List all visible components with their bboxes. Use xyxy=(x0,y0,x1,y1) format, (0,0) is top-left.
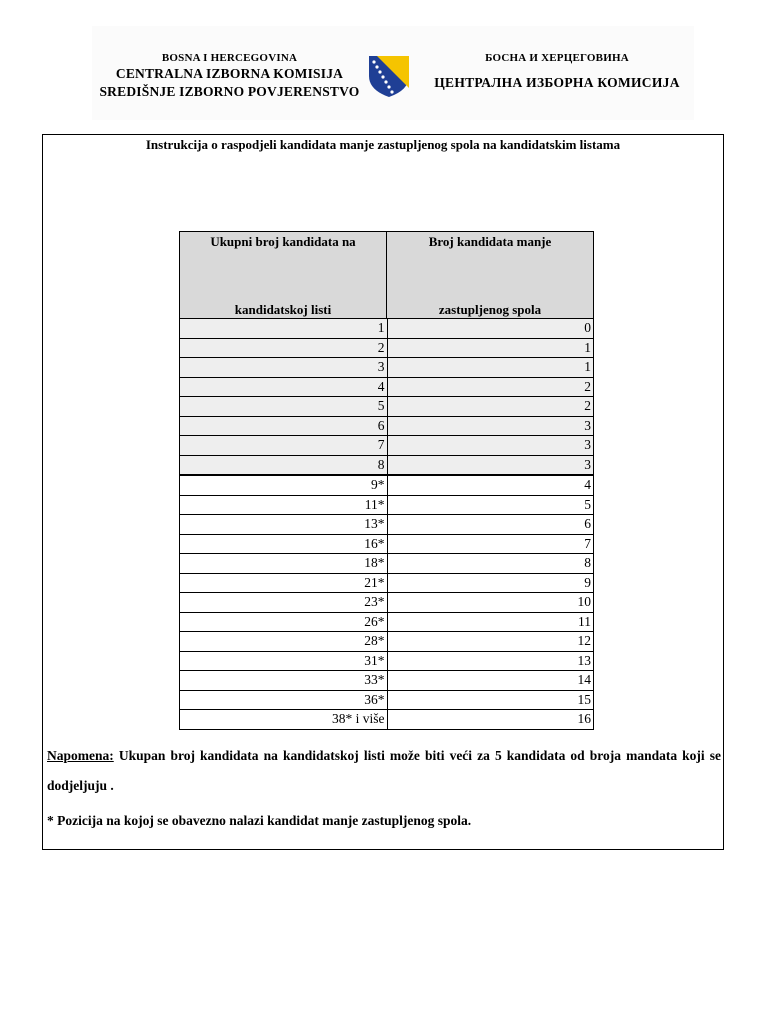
note-text: Ukupan broj kandidata na kandidatskoj listi može biti veći za 5 kandidata od broja mandata koji se dodjeljuju . xyxy=(47,748,721,793)
table-row xyxy=(180,474,593,495)
cell-minority: 15 xyxy=(387,691,594,710)
table-row xyxy=(180,670,593,690)
cell-total: 8 xyxy=(180,456,387,475)
cell-total: 13* xyxy=(364,516,385,531)
cell-total: 4 xyxy=(180,378,387,397)
cell-total: 36* xyxy=(364,691,385,707)
cell-minority: 11 xyxy=(387,613,594,632)
cell-minority: 16 xyxy=(387,710,594,729)
cell-minority: 2 xyxy=(387,397,594,416)
commission-name-croatian: SREDIŠNJE IZBORNO POVJERENSTVO xyxy=(99,84,360,99)
cell-minority: 7 xyxy=(387,535,594,554)
cell-total: 38* i više xyxy=(332,711,385,726)
document-title: Instrukcija o raspodjeli kandidata manje zastupljenog spola na kandidatskim listama xyxy=(145,137,621,152)
table-body xyxy=(180,319,593,729)
header-col1-line1: Ukupni broj kandidata na xyxy=(210,234,356,249)
letterhead-latin xyxy=(92,52,367,100)
cell-minority: 4 xyxy=(387,476,594,495)
cell-total: 5 xyxy=(180,397,387,416)
candidate-table xyxy=(179,231,594,730)
header-total-candidates xyxy=(180,232,386,318)
cell-total: 9* xyxy=(371,477,385,492)
cell-minority: 1 xyxy=(387,339,594,358)
note-paragraph xyxy=(47,741,721,801)
cell-total: 11* xyxy=(364,496,385,512)
cell-minority: 2 xyxy=(387,378,594,397)
footnote: * Pozicija na kojoj se obavezno nalazi kandidat manje zastupljenog spola. xyxy=(47,813,472,828)
table-row xyxy=(180,534,593,554)
table-row xyxy=(180,553,593,573)
table-row xyxy=(180,495,593,515)
cell-minority: 13 xyxy=(387,652,594,671)
table-row xyxy=(180,319,593,338)
cell-total: 16* xyxy=(364,535,385,551)
note-label: Napomena: xyxy=(47,748,114,763)
cell-total: 6 xyxy=(180,417,387,436)
coat-of-arms-icon xyxy=(367,54,411,98)
cell-minority: 6 xyxy=(387,515,594,534)
table-row xyxy=(180,338,593,358)
commission-name-cyrillic: ЦЕНТРАЛНА ИЗБОРНА КОМИСИЈА xyxy=(434,75,680,90)
cell-minority: 3 xyxy=(387,417,594,436)
table-row xyxy=(180,631,593,651)
cell-minority: 5 xyxy=(387,496,594,515)
cell-total: 26* xyxy=(364,613,385,629)
table-row xyxy=(180,573,593,593)
cell-total: 23* xyxy=(364,594,385,609)
commission-name-latin: CENTRALNA IZBORNA KOMISIJA xyxy=(115,66,344,81)
cell-total: 21* xyxy=(364,574,385,590)
header-col1-line2: kandidatskoj listi xyxy=(234,302,332,317)
table-row xyxy=(180,396,593,416)
letterhead xyxy=(92,26,694,120)
country-name-latin: BOSNA I HERCEGOVINA xyxy=(161,52,298,64)
table-row xyxy=(180,455,593,475)
header-minority-gender xyxy=(386,232,593,318)
cell-minority: 1 xyxy=(387,358,594,377)
table-row xyxy=(180,435,593,455)
table-row xyxy=(180,416,593,436)
table-row xyxy=(180,514,593,534)
cell-total: 31* xyxy=(364,652,385,668)
cell-minority: 14 xyxy=(387,671,594,690)
table-row xyxy=(180,690,593,710)
country-name-cyrillic: БОСНА И ХЕРЦЕГОВИНА xyxy=(485,52,629,64)
table-row xyxy=(180,709,593,729)
document-frame xyxy=(42,134,724,850)
header-col2-line2: zastupljenog spola xyxy=(438,302,542,317)
cell-total: 2 xyxy=(180,339,387,358)
cell-minority: 0 xyxy=(387,319,594,338)
table-row xyxy=(180,377,593,397)
header-col2-line1: Broj kandidata manje xyxy=(428,234,552,249)
cell-minority: 12 xyxy=(387,632,594,651)
cell-total: 1 xyxy=(180,319,387,338)
table-row xyxy=(180,651,593,671)
cell-total: 3 xyxy=(180,358,387,377)
table-row xyxy=(180,592,593,612)
cell-total: 7 xyxy=(180,436,387,455)
cell-minority: 9 xyxy=(387,574,594,593)
cell-minority: 10 xyxy=(387,593,594,612)
table-row xyxy=(180,357,593,377)
cell-minority: 8 xyxy=(387,554,594,573)
cell-total: 28* xyxy=(364,633,385,648)
cell-total: 33* xyxy=(364,672,385,687)
cell-minority: 3 xyxy=(387,456,594,475)
table-header xyxy=(180,232,593,319)
letterhead-cyrillic xyxy=(422,52,692,91)
cell-total: 18* xyxy=(364,555,385,570)
table-row xyxy=(180,612,593,632)
cell-minority: 3 xyxy=(387,436,594,455)
